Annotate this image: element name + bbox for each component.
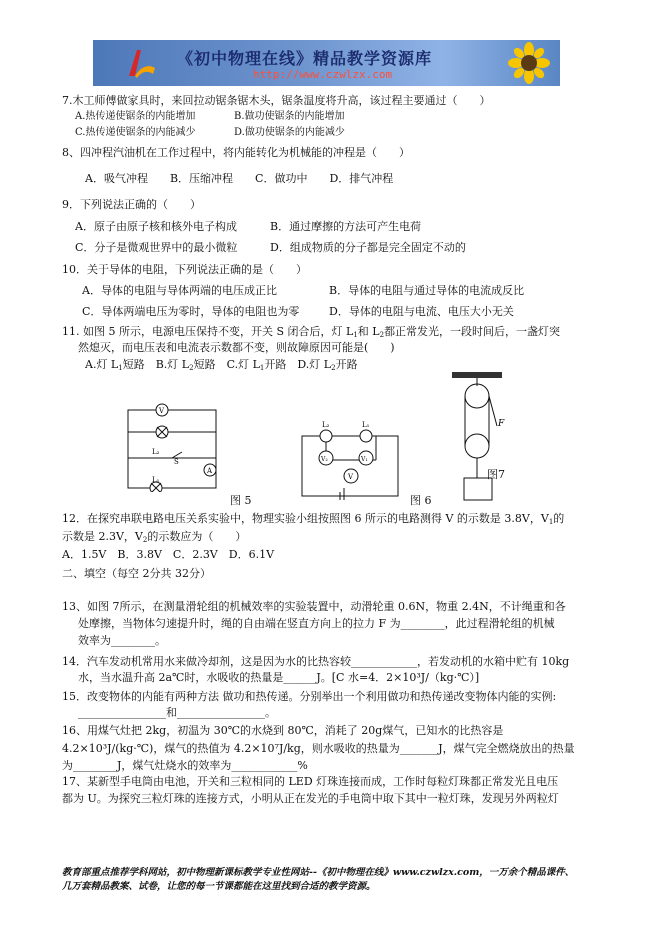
figure-6-circuit [296, 418, 406, 500]
fig6-l2-label: L₂ [322, 421, 330, 429]
header-url[interactable]: http://www.czwlzx.com [253, 68, 393, 81]
question-16-line-2: 4.2×10³J/(kg·℃)，煤气的热值为 4.2×10⁷J/kg，则水吸收的热量为_______J，煤气完全燃烧放出的热量 [62, 742, 575, 755]
q11-opt-text: 开路 D.灯 L [264, 358, 332, 371]
q11-opt-text: 短路 C.灯 L [193, 358, 260, 371]
section-2-heading: 二、填空（每空 2分共 32分） [62, 567, 211, 580]
question-10: 10．关于导体的电阻，下列说法正确的是（ ） [62, 263, 307, 276]
question-15-line-2: ________________和________________。 [78, 706, 276, 719]
fig5-ammeter-label: A [207, 467, 213, 475]
question-11 [62, 325, 560, 342]
subscript: 1 [548, 518, 554, 526]
q12-options: A．1.5V B．3.8V C．2.3V D．6.1V [62, 548, 275, 561]
question-15: 15．改变物体的内能有两种方法 做功和热传递。分别举出一个利用做功和热传递改变物体内能的实例: [62, 690, 557, 703]
footer-line-2: 几万套精品教案、试卷，让您的每一节课都能在这里找到合适的教学资源。 [62, 881, 376, 892]
fig6-v2-label: V₂ [321, 456, 328, 463]
question-9: 9．下列说法正确的（ ） [62, 198, 201, 211]
fig5-l1-label: L₁ [152, 476, 160, 484]
fig6-v-label: V [348, 473, 354, 481]
q7-option-a: A.热传递使锯条的内能增加 [75, 111, 196, 122]
header-title: 《初中物理在线》精品教学资源库 [177, 49, 433, 68]
footer-line-1: 教育部重点推荐学科网站，初中物理新课标教学专业性网站--《初中物理在线》www.czwlzx.com，一万余个精品课件、 [62, 867, 575, 878]
question-8: 8、四冲程汽油机在工作过程中，将内能转化为机械能的冲程是（ ） [62, 146, 410, 159]
figure-7-pulley [452, 372, 522, 504]
subscript: 2 [142, 536, 148, 544]
header-banner [93, 40, 560, 86]
q11-text-2: 和 L [357, 325, 380, 338]
fig6-v1-label: V₁ [361, 456, 368, 463]
question-11-line-2: 然熄灭，而电压表和电流表示数都不变，则故障原因可能是( ) [78, 341, 395, 354]
site-logo-icon [123, 46, 157, 80]
question-14: 14．汽车发动机常用水来做冷却剂，这是因为水的比热容较____________，若发动机的水箱中贮有 10kg [62, 655, 570, 668]
q9-option-d: D．组成物质的分子都是完全固定不动的 [270, 241, 466, 254]
fig5-switch-label: S [174, 458, 179, 466]
q12-text-1: 12．在探究串联电路电压关系实验中，物理实验小组按照图 6 所示的电路测得 V 的示数是 3.8V，V [62, 512, 549, 525]
q11-text-1: 11. 如图 5 所示，电源电压保持不变，开关 S 闭合后，灯 L [62, 325, 354, 338]
question-13-line-2: 处摩擦，当物体匀速提升时，绳的自由端在竖直方向上的拉力 F 为________，此过程滑轮组的机械 [78, 617, 555, 630]
subscript: 1 [353, 331, 358, 339]
subscript: 2 [379, 331, 385, 339]
figure-7-label: 图7 [487, 468, 505, 481]
q10-option-c: C．导体两端电压为零时，导体的电阻也为零 [82, 305, 300, 318]
q11-opt-text: 开路 [335, 358, 358, 371]
question-13-line-3: 效率为________。 [78, 634, 166, 647]
question-14-line-2: 水，当水温升高 2a℃时，水吸收的热量是______J。[C 水=4．2×10³J/（kg·℃）] [78, 671, 480, 684]
q11-options [85, 358, 358, 375]
question-13: 13、如图 7所示，在测量滑轮组的机械效率的实验装置中，动滑轮重 0.6N，物重 2.4N，不计绳重和各 [62, 600, 566, 613]
q12-text-2: 的 [553, 512, 565, 525]
q7-option-d: D.做功使锯条的内能减少 [234, 127, 345, 138]
q7-option-c: C.热传递使锯条的内能减少 [75, 127, 196, 138]
q10-option-a: A．导体的电阻与导体两端的电压成正比 [82, 284, 277, 297]
q10-option-d: D．导体的电阻与电流、电压大小无关 [329, 305, 514, 318]
question-17-line-2: 都为 U。为探究三粒灯珠的连接方式，小明从正在发光的手电筒中取下其中一粒灯珠，发现另外两粒灯 [62, 792, 559, 805]
fig5-l2-label: L₂ [152, 448, 160, 456]
question-17: 17、某新型手电筒由电池，开关和三粒相同的 LED 灯珠连接而成，工作时每粒灯珠都正常发光且电压 [62, 775, 559, 788]
subscript: 2 [331, 364, 336, 372]
subscript: 2 [189, 364, 194, 372]
q8-options: A．吸气冲程 B．压缩冲程 C．做功中 D．排气冲程 [85, 172, 394, 185]
question-7: 7.木工师傅做家具时，来回拉动锯条锯木头，锯条温度将升高，该过程主要通过（ ） [62, 94, 491, 107]
q9-option-c: C．分子是微观世界中的最小微粒 [75, 241, 238, 254]
q12-text-4: 的示数应为（ ） [147, 530, 247, 543]
subscript: 1 [259, 364, 265, 372]
subscript: 1 [118, 364, 123, 372]
question-12-line-2 [62, 530, 246, 547]
q9-option-b: B．通过摩擦的方法可产生电荷 [270, 220, 422, 233]
q11-opt-text: 短路 B.灯 L [122, 358, 190, 371]
figure-5-circuit [122, 402, 222, 492]
q9-option-a: A．原子由原子核和核外电子构成 [75, 220, 237, 233]
q11-opt-text: A.灯 L [85, 358, 119, 371]
fig5-voltmeter-label: V [159, 407, 165, 415]
q10-option-b: B．导体的电阻与通过导体的电流成反比 [329, 284, 525, 297]
question-12 [62, 512, 564, 529]
figure-5-label: 图 5 [230, 494, 252, 507]
fig6-l1-label: L₁ [362, 421, 370, 429]
fig7-force-label: F [498, 419, 505, 429]
q12-text-3: 示数是 2.3V，V [62, 530, 143, 543]
sunflower-icon [504, 42, 554, 84]
q11-text-3: 都正常发光，一段时间后，一盏灯突 [384, 325, 561, 338]
question-16-line-3: 为________J，煤气灶烧水的效率为____________% [62, 759, 308, 772]
question-16: 16、用煤气灶把 2kg，初温为 30℃的水烧到 80℃，消耗了 20g煤气，已知水的比热容是 [62, 724, 504, 737]
q7-option-b: B.做功使锯条的内能增加 [234, 111, 345, 122]
figure-6-label: 图 6 [410, 494, 432, 507]
